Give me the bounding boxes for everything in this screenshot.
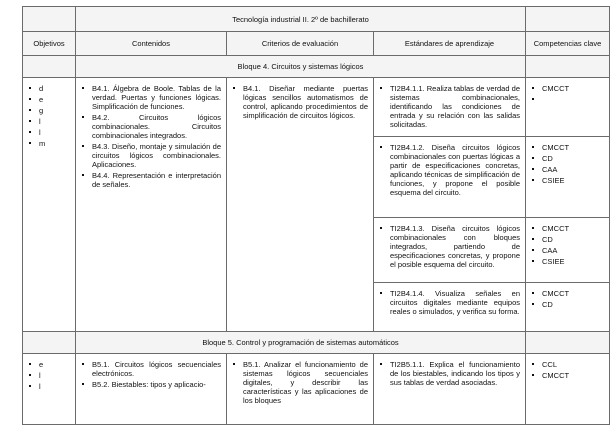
block5-criterio-list [231, 360, 368, 405]
objetivo-item: l [27, 371, 70, 380]
contenido-item: B4.3. Diseño, montaje y simulación de circuitos lógicos combinacionales. Aplicaciones. [80, 142, 221, 169]
competencias-cell-1 [526, 78, 610, 137]
block5-contenidos-cell [76, 354, 227, 425]
competencia-item: CAA [530, 246, 604, 255]
objetivo-item: e [27, 95, 70, 104]
block4-objetivos-list [27, 84, 70, 148]
block5-objetivos-list [27, 360, 70, 391]
block4-contenidos-cell [76, 78, 227, 332]
competencias-cell-4 [526, 283, 610, 332]
contenido-item: B4.2. Circuitos lógicos combinacionales. Circuitos combinacionales integrados. [80, 113, 221, 140]
block4-title-row [23, 56, 610, 78]
block5-title-row [23, 332, 610, 354]
block5-standard-cell [374, 354, 526, 425]
contenido-item: B5.1. Circuitos lógicos secuenciales electrónicos. [80, 360, 221, 378]
block4-criterio-list [231, 84, 368, 120]
standard-cell-4 [374, 283, 526, 332]
block5-competencias-cell [526, 354, 610, 425]
competencias-cell-3 [526, 218, 610, 283]
objetivo-item: l [27, 128, 70, 137]
objetivo-item: l [27, 382, 70, 391]
criterio-item: B5.1. Analizar el funcionamiento de sistemas lógicos secuenciales digitales, y describir las características y las aplicaciones de los bloques [231, 360, 368, 405]
competencia-item: CD [530, 300, 604, 309]
contenido-item: B4.1. Álgebra de Boole. Tablas de la verdad. Puertas y funciones lógicas. Simplificación de funciones. [80, 84, 221, 111]
block5-right-cell [526, 332, 610, 354]
competencia-item: CAA [530, 165, 604, 174]
standard-list [378, 224, 520, 269]
objetivo-item: d [27, 84, 70, 93]
competencias-list [530, 360, 604, 380]
competencia-item: CMCCT [530, 84, 604, 93]
criterio-item: B4.1. Diseñar mediante puertas lógicas sencillos automatismos de control, aplicando procedimientos de simplificación de circuitos lógicos. [231, 84, 368, 120]
block5-title: Bloque 5. Control y programación de sistemas automáticos [76, 332, 526, 354]
competencias-list [530, 84, 604, 93]
standard-list [378, 84, 520, 129]
block4-objetivos-cell [23, 78, 76, 332]
block5-criterio-cell [227, 354, 374, 425]
block5-objetivos-cell [23, 354, 76, 425]
competencia-item: CD [530, 235, 604, 244]
standard-item: TI2B4.1.4. Visualiza señales en circuitos digitales mediante equipos reales o simulados, y verifica su forma. [378, 289, 520, 316]
title-row [23, 7, 610, 32]
standard-cell-1 [374, 78, 526, 137]
objetivo-item: g [27, 106, 70, 115]
block4-corner-cell [23, 56, 76, 78]
objetivo-item: m [27, 139, 70, 148]
block5-contenidos-list [80, 360, 221, 389]
competencias-cell-2 [526, 137, 610, 218]
competencias-list [530, 289, 604, 309]
standard-item: TI2B4.1.2. Diseña circuitos lógicos combinacionales con puertas lógicas a partir de especificaciones concretas, aplicando técnicas de simplificación de funciones, y propone el posible esquema del circuito. [378, 143, 520, 197]
standard-list [378, 143, 520, 197]
block4-contenidos-list [80, 84, 221, 189]
competencias-list [530, 143, 604, 185]
title-right-cell [526, 7, 610, 32]
block4-criterio-cell [227, 78, 374, 332]
standard-cell-2 [374, 137, 526, 218]
table-title: Tecnología industrial II. 2º de bachillerato [76, 7, 526, 32]
title-corner-cell [23, 7, 76, 32]
competencia-item: CMCCT [530, 371, 604, 380]
block5-corner-cell [23, 332, 76, 354]
header-contenidos: Contenidos [76, 32, 227, 56]
standard-item: TI2B5.1.1. Explica el funcionamiento de los biestables, indicando los tipos y sus tablas de verdad asociadas. [378, 360, 520, 387]
block4-title: Bloque 4. Circuitos y sistemas lógicos [76, 56, 526, 78]
header-objetivos: Objetivos [23, 32, 76, 56]
competencia-item: CMCCT [530, 143, 604, 152]
competencia-item: CD [530, 154, 604, 163]
objetivo-item: l [27, 117, 70, 126]
standard-item: TI2B4.1.3. Diseña circuitos lógicos combinacionales con bloques integrados, partiendo de especificaciones concretas, y propone el posible esquema del circuito. [378, 224, 520, 269]
block4-right-cell [526, 56, 610, 78]
contenido-item: B5.2. Biestables: tipos y aplicacio- [80, 380, 221, 389]
competencia-item: CSIEE [530, 176, 604, 185]
standard-cell-3 [374, 218, 526, 283]
column-header-row [23, 32, 610, 56]
header-criterios: Criterios de evaluación [227, 32, 374, 56]
competencia-item: CMCCT [530, 289, 604, 298]
curriculum-table [22, 6, 610, 425]
block4-row-1 [23, 78, 610, 137]
competencia-item: CSIEE [530, 257, 604, 266]
competencias-list [530, 224, 604, 266]
standard-list [378, 289, 520, 316]
header-estandares: Estándares de aprendizaje [374, 32, 526, 56]
standard-list [378, 360, 520, 387]
objetivo-item: e [27, 360, 70, 369]
standard-item: TI2B4.1.1. Realiza tablas de verdad de sistemas combinacionales, identificando las condiciones de entrada y su relación con las salidas solicitadas. [378, 84, 520, 129]
contenido-item: B4.4. Representación e interpretación de señales. [80, 171, 221, 189]
header-competencias: Competencias clave [526, 32, 610, 56]
competencia-item: CCL [530, 360, 604, 369]
competencia-item: CMCCT [530, 224, 604, 233]
block5-row-1 [23, 354, 610, 425]
